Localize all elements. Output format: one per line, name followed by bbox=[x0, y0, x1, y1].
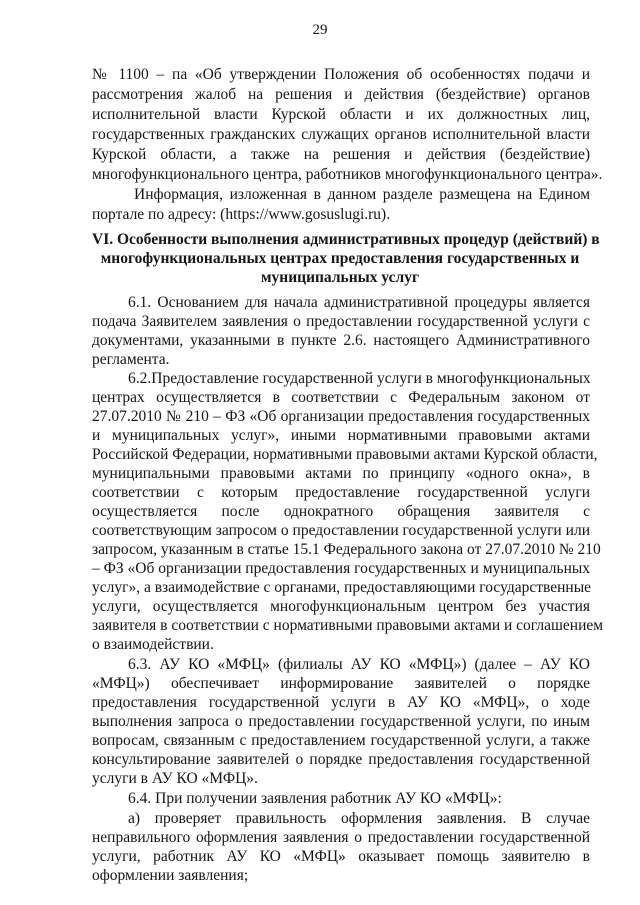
body-line: документами, указанными в пункте 2.6. настоящего Административного bbox=[92, 332, 590, 349]
body-line: соответствующим запросом о предоставлении государственной услуги или bbox=[92, 522, 590, 539]
body-line: запросом, указанным в статье 15.1 Федерального закона от 27.07.2010 № 210 bbox=[92, 541, 601, 558]
body-line: вопросам, связанным с предоставлением государственной услуги, а также bbox=[92, 732, 590, 749]
body-line: 6.1. Основанием для начала административной процедуры является bbox=[128, 294, 590, 311]
intro-line: исполнительной власти Курской области и их должностных лиц, bbox=[92, 106, 590, 123]
body-line: Российской Федерации, нормативными правовыми актами Курской области, bbox=[92, 446, 598, 463]
body-line: подача Заявителем заявления о предоставлении государственной услуги с bbox=[92, 313, 590, 330]
body-line: осуществляется после однократного обращения заявителя с bbox=[92, 503, 590, 520]
body-line: «МФЦ») обеспечивает информирование заявителей о порядке bbox=[92, 675, 590, 692]
body-line: заявителя в соответствии с нормативными правовыми актами и соглашением bbox=[92, 617, 604, 634]
body-line: предоставления государственной услуги в АУ КО «МФЦ», о ходе bbox=[92, 694, 590, 711]
body-line: 6.4. При получении заявления работник АУ КО «МФЦ»: bbox=[128, 790, 502, 807]
body-line: муниципальными правовыми актами по принципу «одного окна», в bbox=[92, 465, 590, 482]
intro-line: портале по адресу: (https://www.gosuslugi.ru). bbox=[92, 206, 391, 223]
intro-line: № 1100 – па «Об утверждении Положения об особенностях подачи и bbox=[92, 66, 590, 83]
body-line: неправильного оформления заявления о предоставлении государственной bbox=[92, 829, 590, 846]
section-heading-line: муниципальных услуг bbox=[260, 269, 420, 286]
body-line: 6.2.Предоставление государственной услуги в многофункциональных bbox=[128, 370, 591, 387]
page-number: 29 bbox=[312, 22, 328, 38]
body-line: – ФЗ «Об организации предоставления государственных и муниципальных bbox=[92, 560, 591, 577]
body-line: услуг», а взаимодействие с органами, предоставляющими государственные bbox=[92, 579, 592, 596]
intro-line: Информация, изложенная в данном разделе размещена на Едином bbox=[134, 186, 590, 203]
intro-line: Курской области, а также на решения и действия (бездействие) bbox=[92, 146, 590, 163]
body-line: соответствии с которым предоставление государственной услуги bbox=[92, 484, 590, 501]
body-line: и муниципальных услуг», иными нормативными правовыми актами bbox=[92, 427, 590, 444]
body-line: центрах осуществляется в соответствии с Федеральным законом от bbox=[92, 389, 590, 406]
body-line: а) проверяет правильность оформления заявления. В случае bbox=[128, 810, 590, 827]
body-line: услуги, работник АУ КО «МФЦ» оказывает помощь заявителю в bbox=[92, 848, 590, 865]
body-line: оформлении заявления; bbox=[92, 867, 249, 884]
body-line: услуги, осуществляется многофункциональным центром без участия bbox=[92, 598, 590, 615]
body-line: выполнения запроса о предоставлении государственной услуги, по иным bbox=[92, 713, 590, 730]
body-line: 6.3. АУ КО «МФЦ» (филиалы АУ КО «МФЦ») (далее – АУ КО bbox=[128, 656, 590, 673]
intro-line: многофункционального центра, работников многофункционального центра». bbox=[92, 166, 603, 183]
body-line: консультирование заявителей о порядке предоставления государственной bbox=[92, 751, 590, 768]
body-line: услуги в АУ КО «МФЦ». bbox=[92, 770, 258, 787]
section-heading-line: VI. Особенности выполнения административных процедур (действий) в bbox=[92, 231, 600, 248]
intro-line: рассмотрения жалоб на решения и действия (бездействие) органов bbox=[92, 86, 590, 103]
body-line: о взаимодействии. bbox=[92, 636, 214, 653]
body-line: регламента. bbox=[92, 351, 170, 368]
section-heading-line: многофункциональных центрах предоставления государственных и bbox=[100, 250, 580, 267]
body-line: 27.07.2010 № 210 – ФЗ «Об организации предоставления государственных bbox=[92, 408, 590, 425]
intro-line: государственных гражданских служащих органов исполнительной власти bbox=[92, 126, 590, 143]
